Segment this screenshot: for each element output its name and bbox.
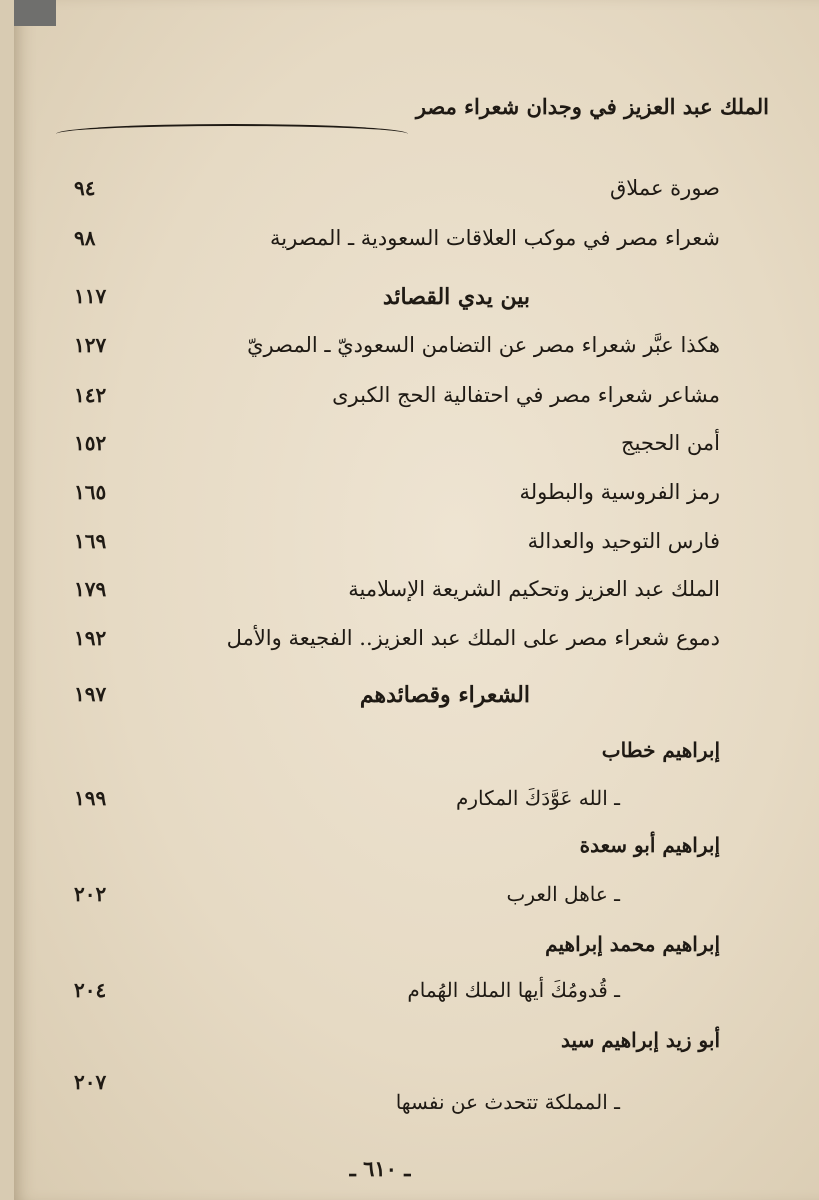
toc-row — [60, 431, 720, 469]
toc-row — [60, 284, 720, 322]
toc-page-number: ٢٠٢ — [74, 882, 107, 906]
toc-entry-text: الملك عبد العزيز وتحكيم الشريعة الإسلامية — [348, 577, 720, 601]
toc-row — [60, 738, 720, 776]
toc-section-heading: الشعراء وقصائدهم — [359, 682, 530, 708]
toc-page-number: ٩٤ — [74, 176, 96, 200]
toc-row — [60, 1028, 720, 1066]
toc-row — [60, 682, 720, 720]
toc-page-number: ١٩٧ — [74, 682, 107, 706]
toc-author-name: أبو زيد إبراهيم سيد — [561, 1028, 720, 1052]
toc-row — [60, 626, 720, 664]
toc-row — [60, 786, 720, 824]
toc-page-number: ١٤٢ — [74, 383, 107, 407]
toc-entry-text: شعراء مصر في موكب العلاقات السعودية ـ المصرية — [270, 226, 720, 250]
toc-author-name: إبراهيم خطاب — [601, 738, 720, 762]
toc-poem-title: ـ عاهل العرب — [506, 882, 620, 906]
toc-section-heading: بين يدي القصائد — [382, 284, 530, 310]
toc-entry-text: رمز الفروسية والبطولة — [519, 480, 720, 504]
toc-poem-title: ـ الله عَوَّدَكَ المكارم — [456, 786, 620, 810]
toc-row — [60, 176, 720, 214]
toc-entry-text: هكذا عبَّر شعراء مصر عن التضامن السعوديّ ـ المصريّ — [247, 333, 720, 357]
toc-author-name: إبراهيم أبو سعدة — [579, 833, 720, 857]
toc-entry-text: أمن الحجيج — [621, 431, 720, 455]
page-number: ـ ٦١٠ ـ — [349, 1156, 411, 1181]
toc-page-number: ١٧٩ — [74, 577, 107, 601]
toc-page-number: ١٥٢ — [74, 431, 107, 455]
toc-row — [60, 577, 720, 615]
toc-page-number: ٢٠٤ — [74, 978, 107, 1002]
toc-poem-title: ـ المملكة تتحدث عن نفسها — [395, 1090, 620, 1114]
toc-page-number: ١٢٧ — [74, 333, 107, 357]
toc-row — [60, 882, 720, 920]
toc-page-number: ١٩٩ — [74, 786, 107, 810]
toc-page-number: ١٩٢ — [74, 626, 107, 650]
toc-page-number: ٩٨ — [74, 226, 96, 250]
toc-row — [60, 978, 720, 1016]
toc-row — [60, 383, 720, 421]
toc-row — [60, 1090, 720, 1128]
toc-row — [60, 932, 720, 970]
toc-entry-text: صورة عملاق — [610, 176, 720, 200]
toc-row — [60, 226, 720, 264]
toc-row — [60, 529, 720, 567]
toc-page-number: ١٦٩ — [74, 529, 107, 553]
toc-poem-title: ـ قُدومُكَ أيها الملك الهُمام — [407, 978, 620, 1002]
toc-author-name: إبراهيم محمد إبراهيم — [545, 932, 720, 956]
toc-row — [60, 480, 720, 518]
book-title: الملك عبد العزيز في وجدان شعراء مصر — [415, 94, 769, 119]
toc-page-number: ١١٧ — [74, 284, 107, 308]
toc-row — [60, 833, 720, 871]
toc-entry-text: فارس التوحيد والعدالة — [527, 529, 720, 553]
toc-page-number: ١٦٥ — [74, 480, 107, 504]
toc-entry-text: مشاعر شعراء مصر في احتفالية الحج الكبرى — [332, 383, 720, 407]
toc-entry-text: دموع شعراء مصر على الملك عبد العزيز.. الفجيعة والأمل — [226, 626, 720, 650]
toc-row — [60, 333, 720, 371]
toc-page-number: ٢٠٧ — [74, 1070, 107, 1094]
